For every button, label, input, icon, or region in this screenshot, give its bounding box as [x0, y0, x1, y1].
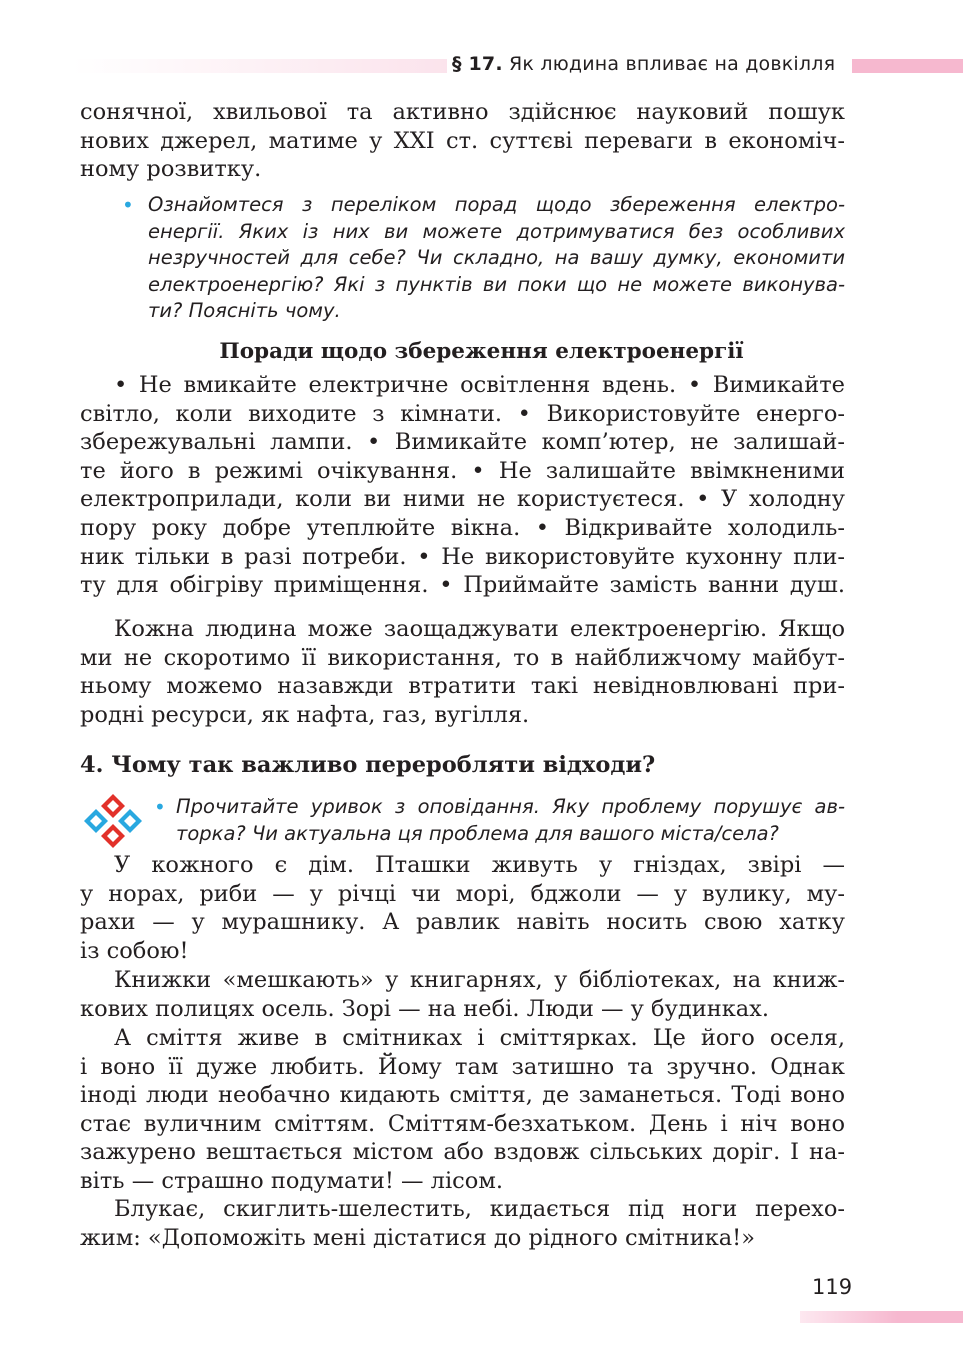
story-paragraph-1 [80, 851, 845, 965]
text-line: ньому можемо назавжди втратити такі невідновлювані при- [80, 673, 845, 700]
text-line: ти? Поясніть чому. [148, 299, 341, 322]
header-gradient-left [72, 59, 447, 73]
text-line: сонячної, хвильової та активно здійснює науковий пошук [80, 99, 845, 125]
text-line: пору року добре утеплюйте вікна. • Відкривайте холодиль- [80, 514, 845, 541]
text-line: ному розвитку. [80, 156, 262, 183]
text-line: Кожна людина може заощаджувати електроенергію. Якщо [114, 616, 845, 642]
section-title: Як людина впливає на довкілля [509, 53, 836, 75]
text-line: у норах, риби — у річці чи морі, бджоли — у вулику, му- [80, 880, 845, 907]
text-line: нових джерел, матиме у XXI ст. суттєві переваги в економіч- [80, 127, 845, 154]
story-paragraph-2 [80, 966, 845, 1023]
task-bullet: • [154, 795, 166, 819]
text-line: Ознайомтеся з переліком порад щодо збереження електро- [148, 193, 845, 216]
header-bar-right [852, 59, 963, 73]
task-bullet: • [122, 193, 134, 217]
text-line: із собою! [80, 937, 189, 964]
conclusion-paragraph [80, 615, 845, 729]
text-line: зажурено вештається містом або вздовж сільських доріг. І на- [80, 1139, 845, 1166]
text-line: збережувальні лампи. • Вимикайте комп’ютер, не залишай- [80, 429, 845, 456]
text-line: жим: «Допоможіть мені дістатися до рідного смітника!» [80, 1224, 755, 1251]
text-line: електроенергію? Які з пунктів ви поки що не можете виконува- [148, 272, 845, 296]
text-line: ник тільки в разі потреби. • Не використовуйте кухонну пли- [80, 543, 845, 570]
advice-heading: Поради щодо збереження електроенергії [219, 339, 744, 364]
text-line: світло, коли виходите з кімнати. • Використовуйте енерго- [80, 400, 845, 427]
footer-bar [800, 1311, 963, 1323]
text-line: енергії. Яких із них ви можете дотримуватися без особливих [148, 219, 845, 243]
text-line: стає вуличним сміттям. Сміттям-безхатьком. День і ніч воно [80, 1110, 845, 1137]
advice-paragraph [80, 371, 845, 600]
diamond-ornament-icon [80, 792, 146, 850]
task-prompt-1 [122, 192, 845, 325]
text-line: і воно її дуже любить. Йому там затишно та зручно. Однак [80, 1053, 845, 1080]
intro-paragraph [80, 98, 845, 184]
text-line: ту для обігріву приміщення. • Приймайте замість ванни душ. [80, 572, 845, 599]
text-line: У кожного є дім. Пташки живуть у гніздах, звірі — [114, 852, 845, 878]
text-line: Книжки «мешкають» у книгарнях, у бібліотеках, на книж- [114, 967, 845, 993]
text-line: іноді люди необачно кидають сміття, де заманеться. Тоді воно [80, 1082, 845, 1109]
section-number: § 17. [452, 53, 503, 75]
page-number: 119 [812, 1275, 853, 1299]
section-4-heading: 4. Чому так важливо переробляти відходи? [80, 752, 656, 778]
text-line: рахи — у мурашнику. А равлик навіть носить свою хатку [80, 909, 845, 936]
text-line: те його в режимі очікування. • Не залишайте ввімкненими [80, 457, 845, 484]
text-line: електроприлади, коли ви ними не користуєтеся. • У холодну [80, 486, 845, 513]
text-line: Прочитайте уривок з оповідання. Яку проблему порушує ав- [176, 795, 845, 818]
story-paragraph-3 [80, 1024, 845, 1196]
text-line: віть — страшно подумати! — лісом. [80, 1167, 503, 1194]
text-line: кових полицях осель. Зорі — на небі. Люди — у будинках. [80, 995, 770, 1022]
text-line: • Не вмикайте електричне освітлення вдень. • Вимикайте [114, 372, 845, 398]
running-header [452, 53, 835, 75]
task-prompt-2 [154, 794, 845, 847]
story-paragraph-4 [80, 1195, 845, 1252]
text-line: незручностей для себе? Чи складно, на вашу думку, економити [148, 246, 845, 269]
text-line: Блукає, скиглить-шелестить, кидається під ноги перехо- [114, 1196, 845, 1222]
text-line: А сміття живе в смітниках і сміттярках. Це його оселя, [114, 1025, 845, 1051]
text-line: ми не скоротимо її використання, то в найближчому майбут- [80, 644, 845, 671]
text-line: торка? Чи актуальна ця проблема для вашого міста/села? [176, 821, 779, 845]
text-line: родні ресурси, як нафта, газ, вугілля. [80, 701, 530, 728]
